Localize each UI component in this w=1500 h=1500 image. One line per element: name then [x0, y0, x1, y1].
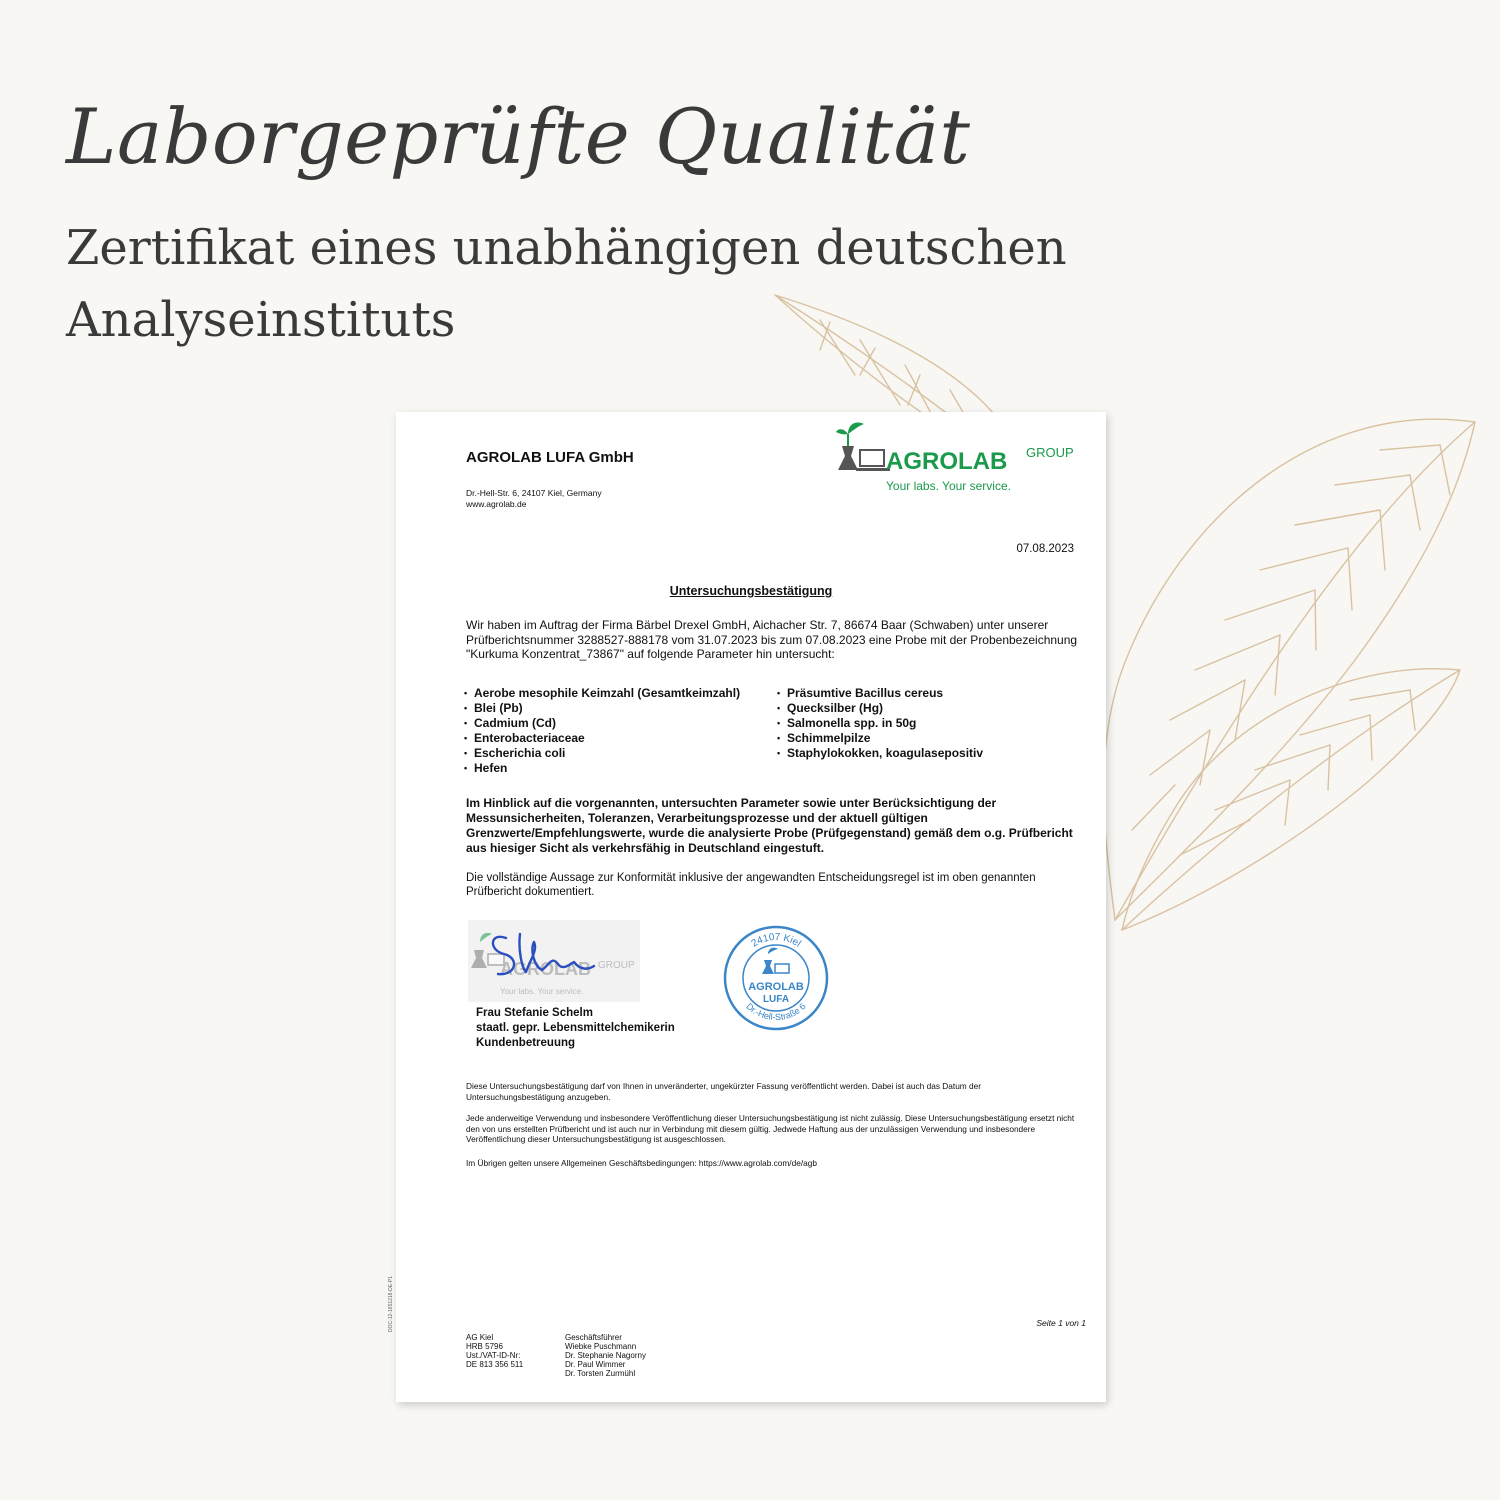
svg-text:24107 Kiel	[750, 932, 803, 950]
signer-block	[476, 1006, 675, 1051]
parameter-label: Cadmium (Cd)	[474, 716, 556, 730]
website-link[interactable]: www.agrolab.de	[466, 499, 527, 509]
page-number: Seite 1 von 1	[1036, 1318, 1086, 1328]
list-item: • Schimmelpilze	[777, 731, 871, 745]
address-line: Dr.-Hell-Str. 6, 24107 Kiel, Germany	[466, 488, 602, 498]
stamp-brand: AGROLAB	[748, 981, 804, 993]
stamp-subbrand: LUFA	[762, 994, 790, 1005]
list-item: • Escherichia coli	[464, 746, 566, 760]
company-name: AGROLAB LUFA GmbH	[466, 449, 634, 466]
document-date: 07.08.2023	[1016, 543, 1074, 555]
parameter-column-left	[464, 686, 740, 776]
parameter-label: Enterobacteriaceae	[474, 731, 585, 745]
parameter-label: Quecksilber (Hg)	[787, 701, 884, 715]
lab-stamp	[722, 924, 830, 1032]
parameter-label: Staphylokokken, koagulasepositiv	[787, 746, 984, 760]
signature-logo-group: GROUP	[598, 960, 635, 971]
parameter-label: Schimmelpilze	[787, 731, 871, 745]
company-address	[466, 488, 602, 510]
list-item: • Aerobe mesophile Keimzahl (Gesamtkeimzahl)	[464, 686, 741, 700]
parameter-label: Blei (Pb)	[474, 701, 523, 715]
subline: Zertifikat eines unabhängigen deutschen Analyseinstituts	[66, 220, 1067, 348]
document-code: DOC-12-1651218-DE-P1	[388, 1276, 394, 1332]
publication-note: Diese Untersuchungsbestätigung darf von Ihnen in unveränderter, ungekürzter Fassung veröffentlicht werden. Dabei ist auch das Datum der Untersuchungsbestätigung anzugeben.	[466, 1081, 982, 1102]
list-item: • Cadmium (Cd)	[464, 716, 556, 730]
list-item: • Hefen	[464, 761, 508, 775]
conclusion-paragraph: Im Hinblick auf die vorgenannten, untersuchten Parameter sowie unter Berücksichtigung der Messunsicherheiten, Toleranzen, Verarbeitungsprozesse und der aktuell gültigen Grenzwerte/Empfehlungswerte, wurde die analysierte Probe (Prüfgegenstand) gemäß dem o.g. Prüfbericht aus hiesiger Sicht als verkehrsfähig in Deutschland eingestuft.	[466, 796, 1073, 855]
footer-line: Ust./VAT-ID-Nr:	[466, 1351, 521, 1360]
terms-note: Im Übrigen gelten unsere Allgemeinen Geschäftsbedingungen: https://www.agrolab.com/de/agb	[466, 1158, 817, 1168]
registry-info	[466, 1333, 523, 1369]
conformity-note: Die vollständige Aussage zur Konformität inklusive der angewandten Entscheidungsregel ist im oben genannten Prüfbericht dokumentiert.	[466, 872, 1036, 898]
parameter-label: Hefen	[474, 761, 508, 775]
logo-group: GROUP	[1026, 445, 1074, 460]
signature-block	[468, 920, 640, 1002]
signature-logo-brand: AGROLAB	[500, 959, 591, 979]
list-item: • Enterobacteriaceae	[464, 731, 585, 745]
signer-title: staatl. gepr. Lebensmittelchemikerin	[476, 1022, 675, 1034]
list-item: • Quecksilber (Hg)	[777, 701, 884, 715]
parameter-label: Escherichia coli	[474, 746, 566, 760]
signature-logo-tagline: Your labs. Your service.	[500, 987, 584, 996]
parameter-label: Präsumtive Bacillus cereus	[787, 686, 944, 700]
intro-paragraph: Wir haben im Auftrag der Firma Bärbel Drexel GmbH, Aichacher Str. 7, 86674 Baar (Schwaben) unter unserer Prüfberichtsnummer 3288527-888178 vom 31.07.2023 bis zum 07.08.2023 eine Probe mit der Probenbezeichnung "Kurkuma Konzentrat_73867" auf folgende Parameter hin untersucht:	[466, 618, 1078, 661]
footer-line: Wiebke Puschmann	[565, 1342, 637, 1351]
list-item: • Staphylokokken, koagulasepositiv	[777, 746, 984, 760]
signer-name: Frau Stefanie Schelm	[476, 1007, 593, 1019]
footer-line: Dr. Stephanie Nagorny	[565, 1351, 646, 1360]
footer-line: Geschäftsführer	[565, 1333, 622, 1342]
stamp-flask-icon	[762, 948, 789, 974]
stamp-city: 24107 Kiel	[749, 931, 803, 950]
footer-line: Dr. Torsten Zurmühl	[565, 1369, 636, 1378]
footer-line: Dr. Paul Wimmer	[565, 1360, 626, 1369]
stamp-street: Dr.-Hell-Straße 6	[744, 1001, 808, 1023]
logo-tagline: Your labs. Your service.	[886, 479, 1011, 493]
parameter-column-right	[777, 686, 983, 761]
certificate-document	[388, 412, 1106, 1402]
usage-restriction-note: Jede anderweitige Verwendung und insbesondere Veröffentlichung dieser Untersuchungsbestätigung ist nicht zulässig. Diese Untersuchungsbestätigung ersetzt nicht den von uns erstellten Prüfbericht und ist auch nur in Verbindung mit diesem gültig. Jedwede Haftung aus der unzulässigen Verwendung und insbesondere Veröffentlichung dieser Untersuchungsbestätigung ist ausgeschlossen.	[466, 1113, 1075, 1144]
signer-department: Kundenbetreuung	[476, 1037, 576, 1049]
headline: Laborgeprüfte Qualität	[66, 92, 971, 181]
footer-line: DE 813 356 511	[466, 1360, 524, 1369]
logo-brand: AGROLAB	[886, 448, 1008, 475]
list-item: • Blei (Pb)	[464, 701, 523, 715]
document-title: Untersuchungsbestätigung	[669, 584, 833, 598]
management-info	[565, 1333, 646, 1378]
agrolab-logo	[836, 412, 1096, 502]
parameter-label: Aerobe mesophile Keimzahl (Gesamtkeimzahl)	[474, 686, 741, 700]
footer-line: AG Kiel	[466, 1333, 494, 1342]
list-item: • Salmonella spp. in 50g	[777, 716, 917, 730]
lab-flask-icon	[836, 422, 890, 471]
parameter-label: Salmonella spp. in 50g	[787, 716, 917, 730]
list-item: • Präsumtive Bacillus cereus	[777, 686, 944, 700]
footer-line: HRB 5796	[466, 1342, 503, 1351]
